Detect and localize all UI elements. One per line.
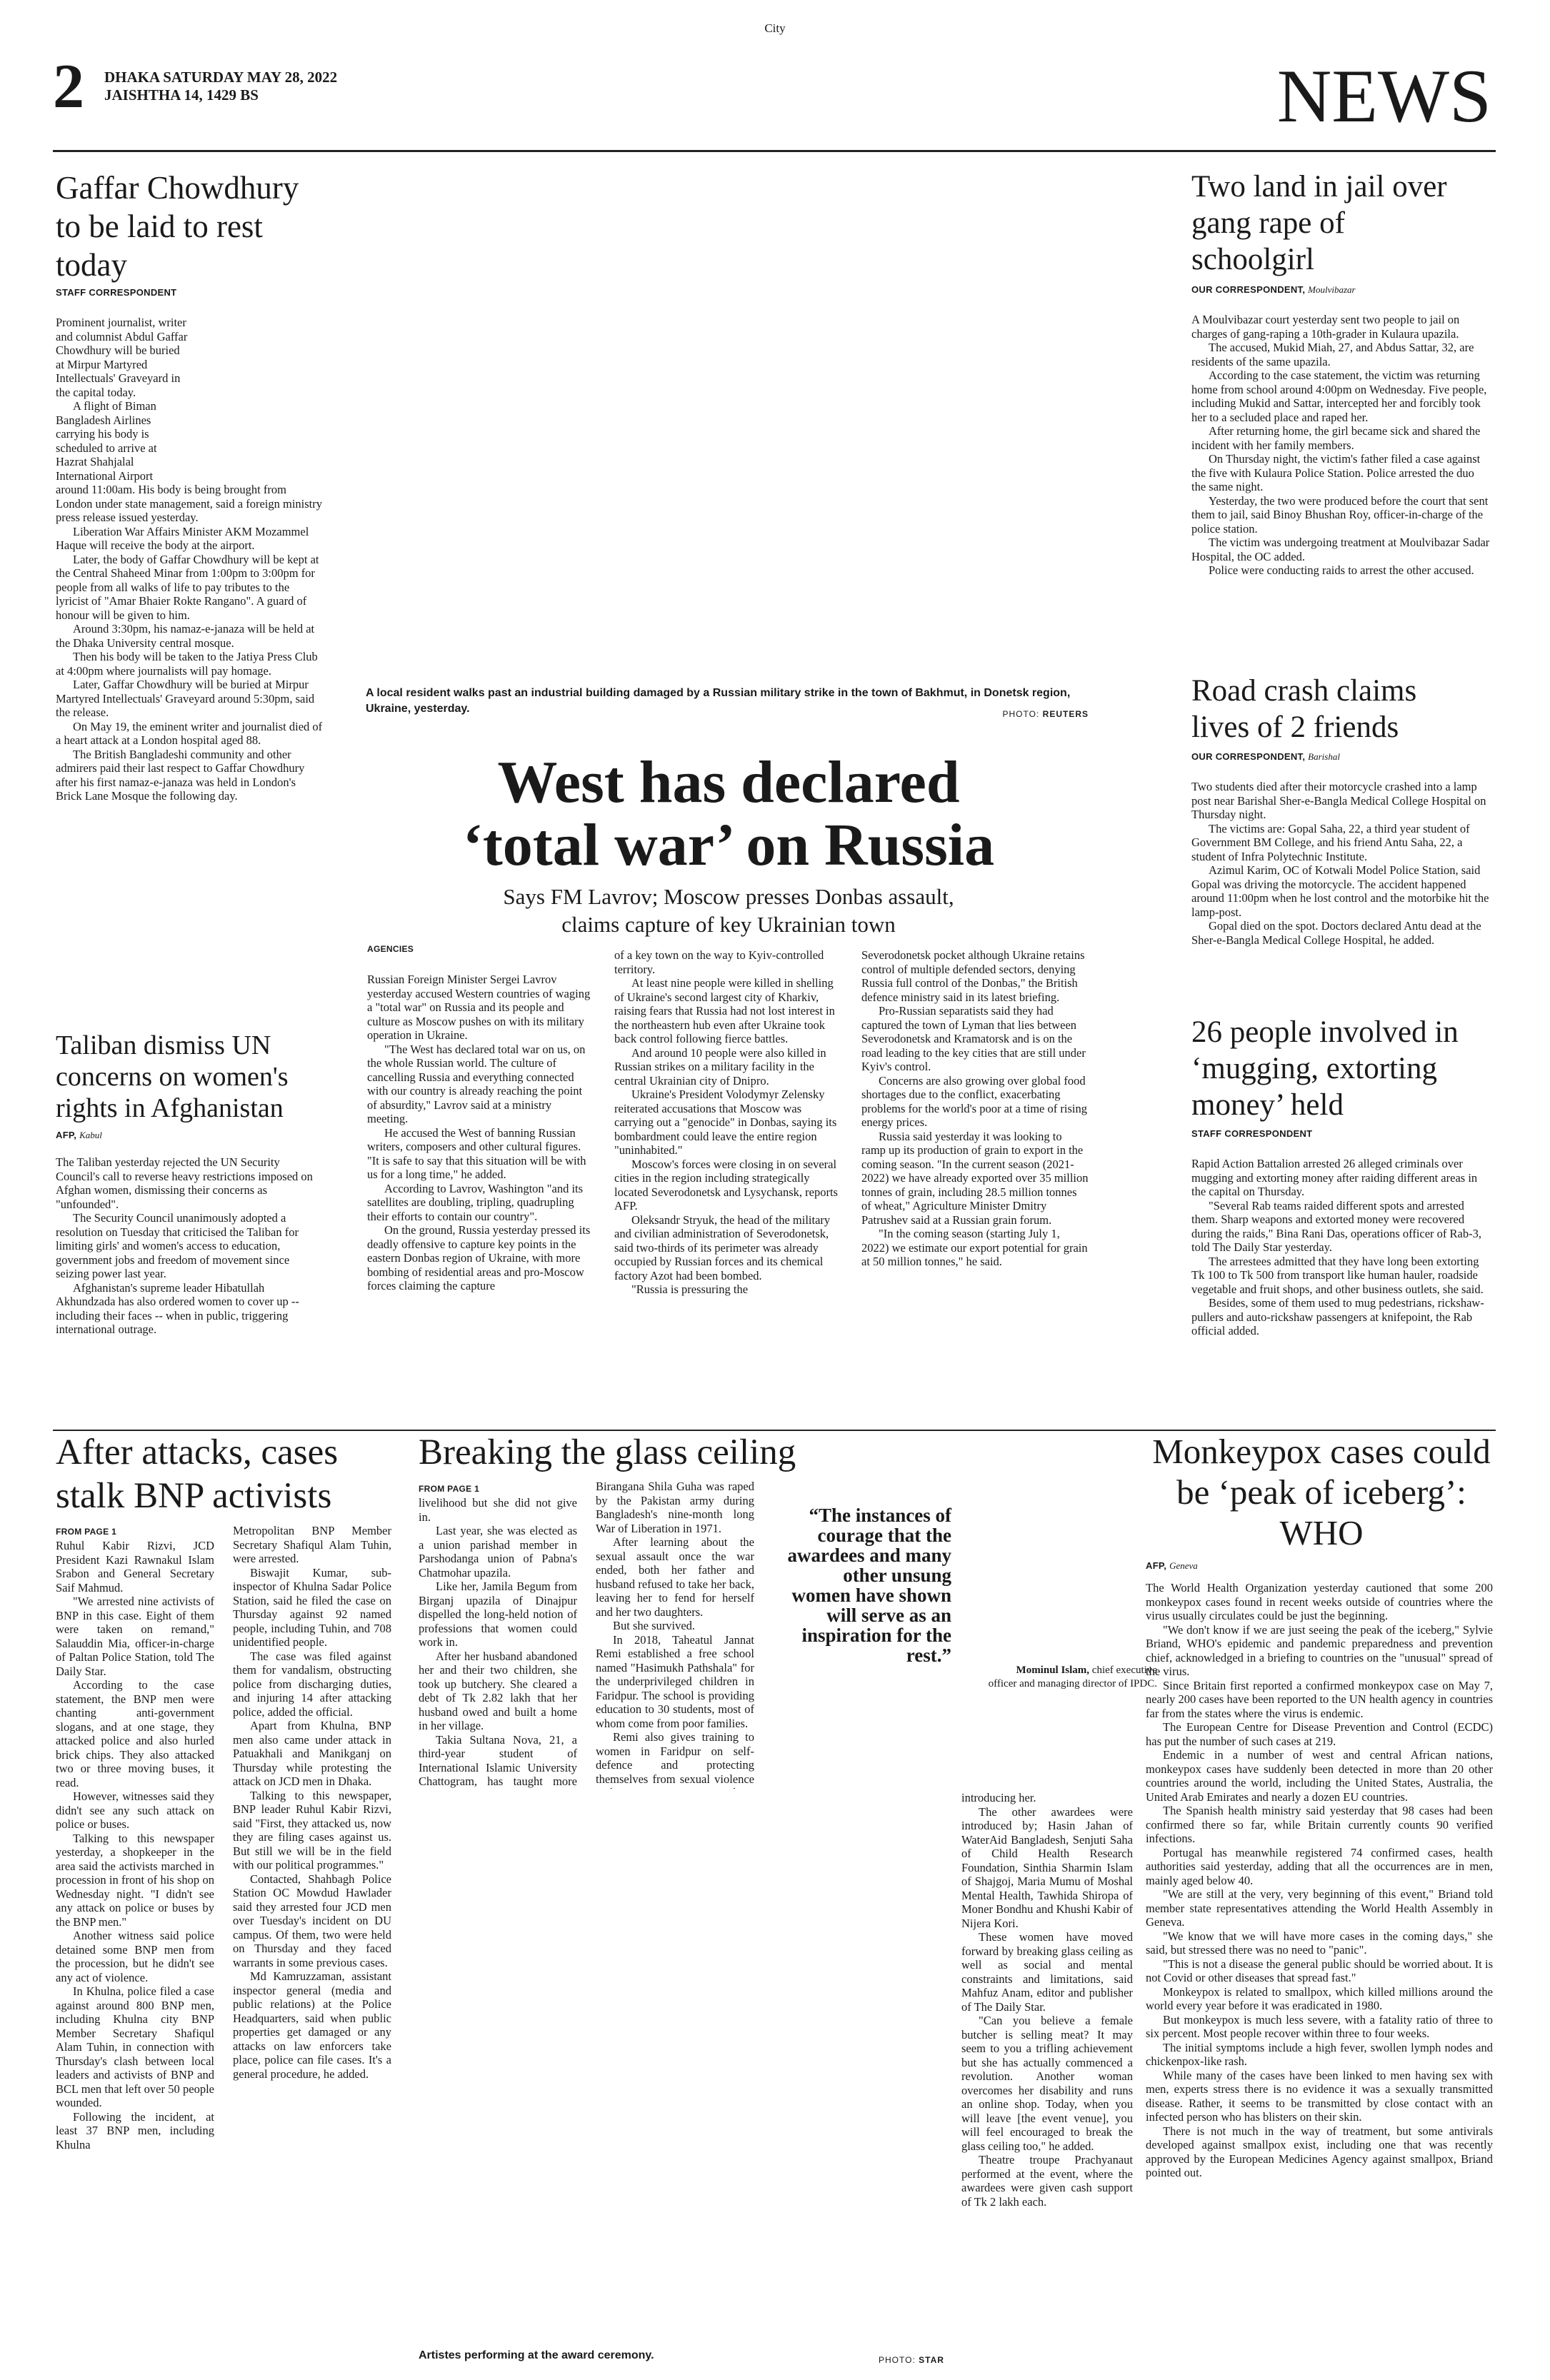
glass-para: "Can you believe a female butcher is selling meat? It may seem to you a trifling achievement but she has actually commenced a revolution. Another woman overcomes her disability and runs an online shop. Today, when you will leave [the event venue], you will feel encouraged to break the glass ceiling too," he added. <box>961 2014 1133 2153</box>
lead-para: Severodonetsk pocket although Ukraine retains control of multiple defended sectors, denying Russia full control of the Donbas," the British defence ministry said in its latest briefing. <box>861 948 1085 1004</box>
bnp-headline: After attacks, cases stalk BNP activists <box>56 1432 339 1516</box>
roadcrash-para: Two students died after their motorcycle crashed into a lamp post near Barishal Sher-e-Bangla Medical College Hospital on Thursday night. <box>1191 780 1486 821</box>
mugging-byline: STAFF CORRESPONDENT <box>1191 1128 1313 1139</box>
lead-para: Moscow's forces were closing in on several cities in the region including strategically located Severodonetsk and Lysychansk, reports AFP. <box>614 1157 838 1212</box>
roadcrash-story <box>1191 780 1490 994</box>
jail-location: Moulvibazar <box>1308 284 1356 295</box>
jail-para: Yesterday, the two were produced before the court that sent them to jail, said Binoy Bhushan Roy, officer-in-charge of the police station. <box>1191 493 1489 536</box>
glass-para: These women have moved forward by breaking glass ceiling as well as social and mental constraints and limitations, said Mahfuz Anam, editor and publisher of The Daily Star. <box>961 1930 1133 2014</box>
monkeypox-para: The World Health Organization yesterday cautioned that some 200 monkeypox cases found in recent weeks outside of countries where the virus usually circulates could be just the beginning. <box>1146 1581 1493 1622</box>
bakhmut-photo <box>364 169 1093 678</box>
bnp-para: The case was filed against them for vandalism, obstructing police from discharging duties, and injuring 14 after attacking police, added the official. <box>233 1649 391 1719</box>
jail-para: After returning home, the girl became sick and shared the incident with her family members. <box>1191 424 1481 452</box>
bakhmut-photo-caption: A local resident walks past an industrial building damaged by a Russian military strike in the town of Bakhmut, in Donetsk region, Ukraine, yesterday. <box>366 687 1071 715</box>
glass-para: In 2018, Taheatul Jannat Remi established a free school named "Hasimukh Pathshala" for the underprivileged children in Faridpur. The school is providing education to 30 students, most of whom come from poor families. <box>596 1632 754 1730</box>
mugging-para: "Several Rab teams raided different spots and arrested them. Sharp weapons and extorted money were recovered during the raids," Bina Rani Das, operations officer of Rab-3, told The Daily Star yesterday. <box>1191 1198 1481 1254</box>
glass-headline: Breaking the glass ceiling <box>419 1432 796 1472</box>
monkeypox-byline <box>1146 1560 1198 1572</box>
gaffar-para: On May 19, the eminent writer and journalist died of a heart attack at a London hospital aged 88. <box>56 719 323 747</box>
lead-para: According to Lavrov, Washington "and its satellites are doubling, tripling, quadrupling their efforts to contain our country". <box>367 1181 584 1223</box>
gaffar-para: Later, Gaffar Chowdhury will be buried at Mirpur Martyred Intellectuals' Graveyard around 5:30pm, said the release. <box>56 678 315 719</box>
bnp-byline: FROM PAGE 1 <box>56 1527 117 1537</box>
gaffar-para: A flight of Biman Bangladesh Airlines carrying his body is scheduled to arrive at Hazrat Shahjalal International Airport around 11:00am. His body is being brought from London under state management, said a foreign ministry press release issued yesterday. <box>56 399 322 524</box>
jail-story <box>1191 313 1490 656</box>
taliban-agency: AFP, <box>56 1130 77 1140</box>
lead-col-3 <box>861 948 1089 1427</box>
glass-para: introducing her. <box>961 1791 1036 1804</box>
lead-col-2 <box>614 948 841 1427</box>
bnp-col-2 <box>233 1524 391 2366</box>
lead-deck <box>364 883 1093 938</box>
lead-para: Oleksandr Stryuk, the head of the military and civilian administration of Severodonetsk, said two-thirds of its perimeter was already occupied by Russian forces and its chemical factory Azot had been bombed. <box>614 1212 831 1282</box>
lead-para: Concerns are also growing over global food shortages due to the conflict, exacerbating problems for the world's poor at a time of rising energy prices. <box>861 1073 1087 1129</box>
quote-name: Mominul Islam, <box>1016 1665 1090 1676</box>
monkeypox-para: "We are still at the very, very beginning of this event," Briand told member state representatives attending the World Health Assembly in Geneva. <box>1146 1887 1493 1929</box>
monkeypox-para: "We know that we will have more cases in the coming days," she said, but stressed there was no need to "panic". <box>1146 1929 1493 1957</box>
jail-byline <box>1191 284 1356 296</box>
ceremony-photo-credit <box>879 2355 944 2365</box>
roadcrash-headline: Road crash claims lives of 2 friends <box>1191 674 1417 744</box>
bakhmut-photo-credit <box>1003 709 1089 719</box>
lead-para: "In the coming season (starting July 1, 2022) we estimate our export potential for grain at 50 million tonnes," he said. <box>861 1227 1088 1268</box>
bnp-para: Contacted, Shahbagh Police Station OC Mowdud Hawlader said they arrested four JCD men over Tuesday's incident on DU campus. Of them, two were held on Thursday and they faced warrants in some previous cases. <box>233 1872 391 1969</box>
lead-headline-line2: ‘total war’ on Russia <box>462 812 995 878</box>
bnp-para: In Khulna, police filed a case against around 800 BNP men, including Khulna city BNP Member Secretary Shafiqul Alam Tuhin, in connection with Thursday's clash between local leaders and activists of BNP and BCL men that left over 50 people wounded. <box>56 1984 214 2109</box>
masthead-rule <box>53 150 1496 152</box>
mugging-para: Besides, some of them used to mug pedestrians, rickshaw-pullers and auto-rickshaw passengers at knifepoint, the Rab official added. <box>1191 1296 1484 1337</box>
date-bangla: JAISHTHA 14, 1429 BS <box>104 86 259 104</box>
monkeypox-headline: Monkeypox cases could be ‘peak of iceberg’: WHO <box>1152 1432 1491 1552</box>
jail-correspondent: OUR CORRESPONDENT, <box>1191 284 1306 295</box>
bnp-para: Apart from Khulna, BNP men also came under attack in Patuakhali and Manikganj on Thursday while protesting the attack on JCD men in Dhaka. <box>233 1719 391 1788</box>
taliban-headline: Taliban dismiss UN concerns on women's rights in Afghanistan <box>56 1030 289 1123</box>
glass-col-2 <box>596 1480 754 1786</box>
bnp-para: According to the case statement, the BNP men were chanting anti-government slogans, and at one stage, they attacked police and also hurled brick chips. They also attacked two or three moving buses, it read. <box>56 1678 214 1789</box>
bnp-para: Metropolitan BNP Member Secretary Shafiqul Alam Tuhin, were arrested. <box>233 1524 391 1565</box>
gaffar-story <box>56 316 324 977</box>
bnp-col-1 <box>56 1539 214 2366</box>
lead-headline <box>364 751 1093 877</box>
lead-para: of a key town on the way to Kyiv-controlled territory. <box>614 948 824 976</box>
ceremony-credit-agency: STAR <box>919 2355 944 2365</box>
monkeypox-para: Monkeypox is related to smallpox, which killed millions around the world every year before it was eradicated in 1980. <box>1146 1984 1493 2012</box>
roadcrash-para: Gopal died on the spot. Doctors declared Antu dead at the Sher-e-Bangla Medical College Hospital, he added. <box>1191 919 1481 947</box>
bnp-para: Ruhul Kabir Rizvi, JCD President Kazi Rawnakul Islam Srabon and General Secretary Saif Mahmud. <box>56 1539 214 1595</box>
lead-para: "The West has declared total war on us, on the whole Russian world. The culture of cancelling Russia and everything connected with our country is already reaching the point of absurdity," Lavrov said at a ministry meeting. <box>367 1042 586 1125</box>
roadcrash-para: Azimul Karim, OC of Kotwali Model Police Station, said Gopal was driving the motorcycle. The accident happened around 11:00pm when he lost control and the motorbike hit the lamp-post. <box>1191 863 1489 919</box>
photo-credit-agency: REUTERS <box>1042 709 1089 719</box>
taliban-para: Afghanistan's supreme leader Hibatullah Akhundzada has also ordered women to cover up -- including their faces -- when in public, triggering international outrage. <box>56 1280 299 1336</box>
taliban-location: Kabul <box>79 1130 102 1140</box>
jail-para: The victim was undergoing treatment at Moulvibazar Sadar Hospital, the OC added. <box>1191 536 1490 563</box>
taliban-para: The Security Council unanimously adopted a resolution on Tuesday that criticised the Taliban for limiting girls' and women's access to education, government jobs and freedom of movement since seizing power last year. <box>56 1211 299 1280</box>
monkeypox-para: There is not much in the way of treatment, but some antivirals developed against smallpox exist, including one that was recently approved by the European Medicines Agency against smallpox, Briand pointed out. <box>1146 2124 1493 2179</box>
glass-para: After her husband abandoned her and their two children, she took up butchery. She cleared a debt of Tk 2.82 lakh that her husband owed and built a home in her village. <box>419 1649 577 1732</box>
roadcrash-location: Barishal <box>1308 751 1340 762</box>
mugging-para: The arrestees admitted that they have long been extorting Tk 100 to Tk 500 from transport like human hauler, roadside vegetable and fruit shops, and other business outlets, she said. <box>1191 1254 1484 1296</box>
jail-para: A Moulvibazar court yesterday sent two people to jail on charges of gang-raping a 10th-grader in Kulaura upazila. <box>1191 313 1460 341</box>
glass-para: Birangana Shila Guha was raped by the Pakistan army during Bangladesh's nine-month long War of Liberation in 1971. <box>596 1480 754 1535</box>
mugging-para: Rapid Action Battalion arrested 26 alleged criminals over mugging and extorting money after raiding different areas in the capital on Thursday. <box>1191 1157 1478 1198</box>
lead-para: And around 10 people were also killed in Russian strikes on a military facility in the central Ukrainian city of Dnipro. <box>614 1045 826 1088</box>
quote-attribution <box>986 1664 1157 1691</box>
photo-credit-label: PHOTO: <box>1002 709 1040 719</box>
lead-para: At least nine people were killed in shelling of Ukraine's second largest city of Kharkiv, raising fears that Russia had not lost interest in the northeastern hub even after Ukraine took back control following fierce battles. <box>614 976 835 1045</box>
glass-para: Last year, she was elected as a union parishad member in Parshodanga union of Pabna's Chatmohar upazila. <box>419 1524 577 1580</box>
monkeypox-para: Endemic in a number of west and central African nations, monkeypox cases have suddenly been detected in more than 20 other countries around the world, including the United States, Australia, the United Arab Emirates and nearly a dozen EU countries. <box>1146 1748 1493 1804</box>
gaffar-para: Then his body will be taken to the Jatiya Press Club at 4:00pm where journalists will pay homage. <box>56 650 318 678</box>
lead-deck-line2: claims capture of key Ukrainian town <box>561 912 896 937</box>
lead-para: He accused the West of banning Russian writers, composers and other cultural figures. "It is safe to say that this situation will be with us for a long time," he added. <box>367 1125 586 1181</box>
roadcrash-para: The victims are: Gopal Saha, 22, a third year student of Government BM College, and his friend Antu Saha, 22, a student of Infra Polytechnic Institute. <box>1191 821 1470 863</box>
glass-byline: FROM PAGE 1 <box>419 1484 480 1494</box>
monkeypox-para: The initial symptoms include a high fever, swollen lymph nodes and chickenpox-like rash. <box>1146 2040 1493 2068</box>
glass-para: After learning about the sexual assault once the war ended, both her father and husband refused to take her back, leaving her to fend for herself and her two daughters. <box>596 1535 754 1619</box>
bnp-para: Another witness said police detained some BNP men from the procession, but he didn't see any act of violence. <box>56 1929 214 1984</box>
roadcrash-byline <box>1191 751 1340 763</box>
lead-para: On the ground, Russia yesterday pressed its deadly offensive to capture key points in the eastern Donbas region of Ukraine, with more bombing of residential areas and pro-Moscow forces claiming the capture <box>367 1223 591 1292</box>
lead-para: Russian Foreign Minister Sergei Lavrov yesterday accused Western countries of waging a "total war" on Russia and its people and culture as Moscow pushes on with its military operation in Ukraine. <box>367 973 591 1042</box>
glass-para: But she survived. <box>613 1619 696 1632</box>
glass-para: Theatre troupe Prachyanaut performed at the event, where the awardees were given cash support of Tk 2 lakh each. <box>961 2153 1133 2209</box>
monkeypox-para: Since Britain first reported a confirmed monkeypox case on May 7, nearly 200 cases have been reported to the UN health agency in countries far from the states where the virus is endemic. <box>1146 1678 1493 1720</box>
glass-para: The other awardees were introduced by; Hasin Jahan of WaterAid Bangladesh, Senjuti Saha of Child Health Research Foundation, Sinthia Sharmin Islam of Shajgoj, Maria Mumu of Moshal Mental Health, Tawhida Shiropa of Moner Bondhu and Khushi Kabir of Nijera Kori. <box>961 1804 1133 1930</box>
section-title: NEWS <box>1276 54 1491 138</box>
bnp-para: Following the incident, at least 37 BNP men, including Khulna <box>56 2109 214 2151</box>
monkeypox-para: But monkeypox is much less severe, with a fatality ratio of three to six percent. Most people recover within three to four weeks. <box>1146 2012 1493 2040</box>
jail-para: According to the case statement, the victim was returning home from school around 4:00pm on Wednesday. Five people, including Mukid and Sattar, intercepted her and forcibly took her to a secluded place and raped her. <box>1191 368 1487 424</box>
gaffar-para: Around 3:30pm, his namaz-e-janaza will be held at the Dhaka University central mosque. <box>56 622 315 650</box>
jail-para: On Thursday night, the victim's father filed a case against the five with Kulaura Police Station. Police arrested the duo the same night. <box>1191 452 1481 493</box>
lead-para: Russia said yesterday it was looking to ramp up its production of grain to export in the coming season. "In the current season (2021-2022) we have already exported over 35 million tonnes of grain, including 28.5 million tonnes of wheat," Agriculture Minister Dmitry Patrushev said at a Russian grain forum. <box>861 1129 1089 1227</box>
lead-para: Pro-Russian separatists said they had captured the town of Lyman that lies between Severodonetsk and Kramatorsk and is on the road leading to the key cities that are still under Kyiv's control. <box>861 1004 1086 1073</box>
monkeypox-location: Geneva <box>1169 1560 1198 1571</box>
mugging-story <box>1191 1157 1490 1424</box>
date-gregorian: DHAKA SATURDAY MAY 28, 2022 <box>104 69 338 86</box>
jail-para: Police were conducting raids to arrest the other accused. <box>1209 563 1474 577</box>
monkeypox-para: The European Centre for Disease Prevention and Control (ECDC) has put the number of such cases at 219. <box>1146 1720 1493 1748</box>
lead-para: Ukraine's President Volodymyr Zelensky reiterated accusations that Moscow was carrying out a "genocide" in Donbas, saying its bombardment could leave the entire region "uninhabited." <box>614 1088 837 1157</box>
glass-col-1 <box>419 1496 577 1788</box>
mugging-headline: 26 people involved in ‘mugging, extorting money’ held <box>1191 1015 1459 1122</box>
jail-para: The accused, Mukid Miah, 27, and Abdus Sattar, 32, are residents of the same upazila. <box>1191 341 1474 368</box>
speaker-portrait <box>961 1478 1154 1657</box>
monkeypox-para: Portugal has meanwhile registered 74 confirmed cases, health authorities said yesterday, adding that all the occurrences are in men, mainly aged below 40. <box>1146 1845 1493 1887</box>
taliban-story <box>56 1155 324 1420</box>
gaffar-headline: Gaffar Chowdhury to be laid to rest today <box>56 170 299 283</box>
monkeypox-para: "This is not a disease the general public should be worried about. It is not Covid or other diseases that spread fast." <box>1146 1957 1493 1984</box>
lead-headline-line1: West has declared <box>497 749 960 815</box>
glass-para: livelihood but she did not give in. <box>419 1496 577 1524</box>
bnp-para: Md Kamruzzaman, assistant inspector general (media and public relations) at the Police Headquarters, said when public properties get damaged or any attacks on law enforcers take place, police can file cases. It's a general procedure, he added. <box>233 1969 391 2081</box>
lead-byline: AGENCIES <box>367 944 414 954</box>
monkeypox-para: While many of the cases have been linked to men having sex with men, experts stress there is no evidence it was a sexually transmitted disease. Rather, it seems to be transmitted by close contact with an infected person who has blisters on their skin. <box>1146 2068 1493 2124</box>
lead-para: "Russia is pressuring the <box>631 1282 749 1296</box>
bnp-para: "We arrested nine activists of BNP in this case. Eight of them were taken on remand," Salauddin Mia, officer-in-charge of Paltan Police Station, told The Daily Star. <box>56 1595 214 1678</box>
ceremony-credit-label: PHOTO: <box>879 2355 916 2365</box>
roadcrash-correspondent: OUR CORRESPONDENT, <box>1191 751 1306 762</box>
bnp-para: Talking to this newspaper, BNP leader Ruhul Kabir Rizvi, said "First, they attacked us, now they are filing cases against us. But still we will be in the field with our political programmes." <box>233 1788 391 1872</box>
lead-col-1 <box>367 973 593 1427</box>
glass-col-4 <box>961 1791 1133 2359</box>
section-label-top: City <box>764 21 786 35</box>
taliban-byline <box>56 1130 102 1141</box>
bnp-para: Biswajit Kumar, sub-inspector of Khulna Sadar Police Station, said he filed the case on Thursday against 92 named people, including Tuhin, and 708 unidentified people. <box>233 1565 391 1649</box>
monkeypox-agency: AFP, <box>1146 1560 1167 1571</box>
gaffar-byline: STAFF CORRESPONDENT <box>56 287 177 298</box>
page-number: 2 <box>53 52 84 121</box>
bnp-para: However, witnesses said they didn't see any such attack on police or buses. <box>56 1789 214 1831</box>
glass-para: Like her, Jamila Begum from Birganj upazila of Dinajpur dispelled the long-held notion of professions that women could work in. <box>419 1580 577 1649</box>
jail-headline: Two land in jail over gang rape of schoolgirl <box>1191 170 1447 276</box>
pull-quote: “The instances of courage that the awardees and many other unsung women have shown will serve as an inspiration for the rest.” <box>787 1505 951 1666</box>
taliban-para: The Taliban yesterday rejected the UN Security Council's call to reverse heavy restrictions imposed on Afghan women, dismissing their concerns as "unfounded". <box>56 1155 313 1211</box>
monkeypox-para: "We don't know if we are just seeing the peak of the iceberg," Sylvie Briand, WHO's epidemic and pandemic preparedness and prevention chief, acknowledged in a briefing to countries on the "unusual" spread of the virus. <box>1146 1622 1493 1678</box>
monkeypox-story <box>1146 1581 1493 2370</box>
glass-para: Takia Sultana Nova, 21, a third-year student of International Islamic University Chattogram, has taught more <box>419 1732 577 1788</box>
gaffar-para: The British Bangladeshi community and other admirers paid their last respect to Gaffar Chowdhury after his first namaz-e-janaza was held in London's Brick Lane Mosque the following day. <box>56 747 305 803</box>
portrait-placeholder <box>189 316 324 473</box>
bnp-para: Talking to this newspaper yesterday, a shopkeeper in the area said the activists marched in procession in front of his shop on Wednesday night. "I didn't see any attack on police or buses by the BNP men." <box>56 1831 214 1929</box>
glass-para: Remi also gives training to women in Faridpur on self-defence and protecting themselves from sexual violence <box>596 1730 754 1786</box>
gaffar-para: Prominent journalist, writer and columnist Abdul Gaffar Chowdhury will be buried at Mirpur Martyred Intellectuals' Graveyard in the capital today. <box>56 316 188 399</box>
gaffar-para: Liberation War Affairs Minister AKM Mozammel Haque will receive the body at the airport. <box>56 524 309 552</box>
ceremony-photo <box>419 1789 946 2353</box>
gaffar-para: Later, the body of Gaffar Chowdhury will be kept at the Central Shaheed Minar from 1:00pm to 3:00pm for people from all walks of life to pay tributes to the lyricist of "Amar Bhaier Rokte Rangano". A guard of honour will be given to him. <box>56 552 319 622</box>
ceremony-photo-caption: Artistes performing at the award ceremony. <box>419 2349 654 2361</box>
monkeypox-para: The Spanish health ministry said yesterday that 98 cases had been confirmed there so far, while Britain currently counts 90 verified infections. <box>1146 1804 1493 1845</box>
lead-deck-line1: Says FM Lavrov; Moscow presses Donbas assault, <box>503 884 954 909</box>
date-line <box>104 69 337 104</box>
quote-title: chief executive officer and managing director of IPDC. <box>988 1665 1157 1689</box>
